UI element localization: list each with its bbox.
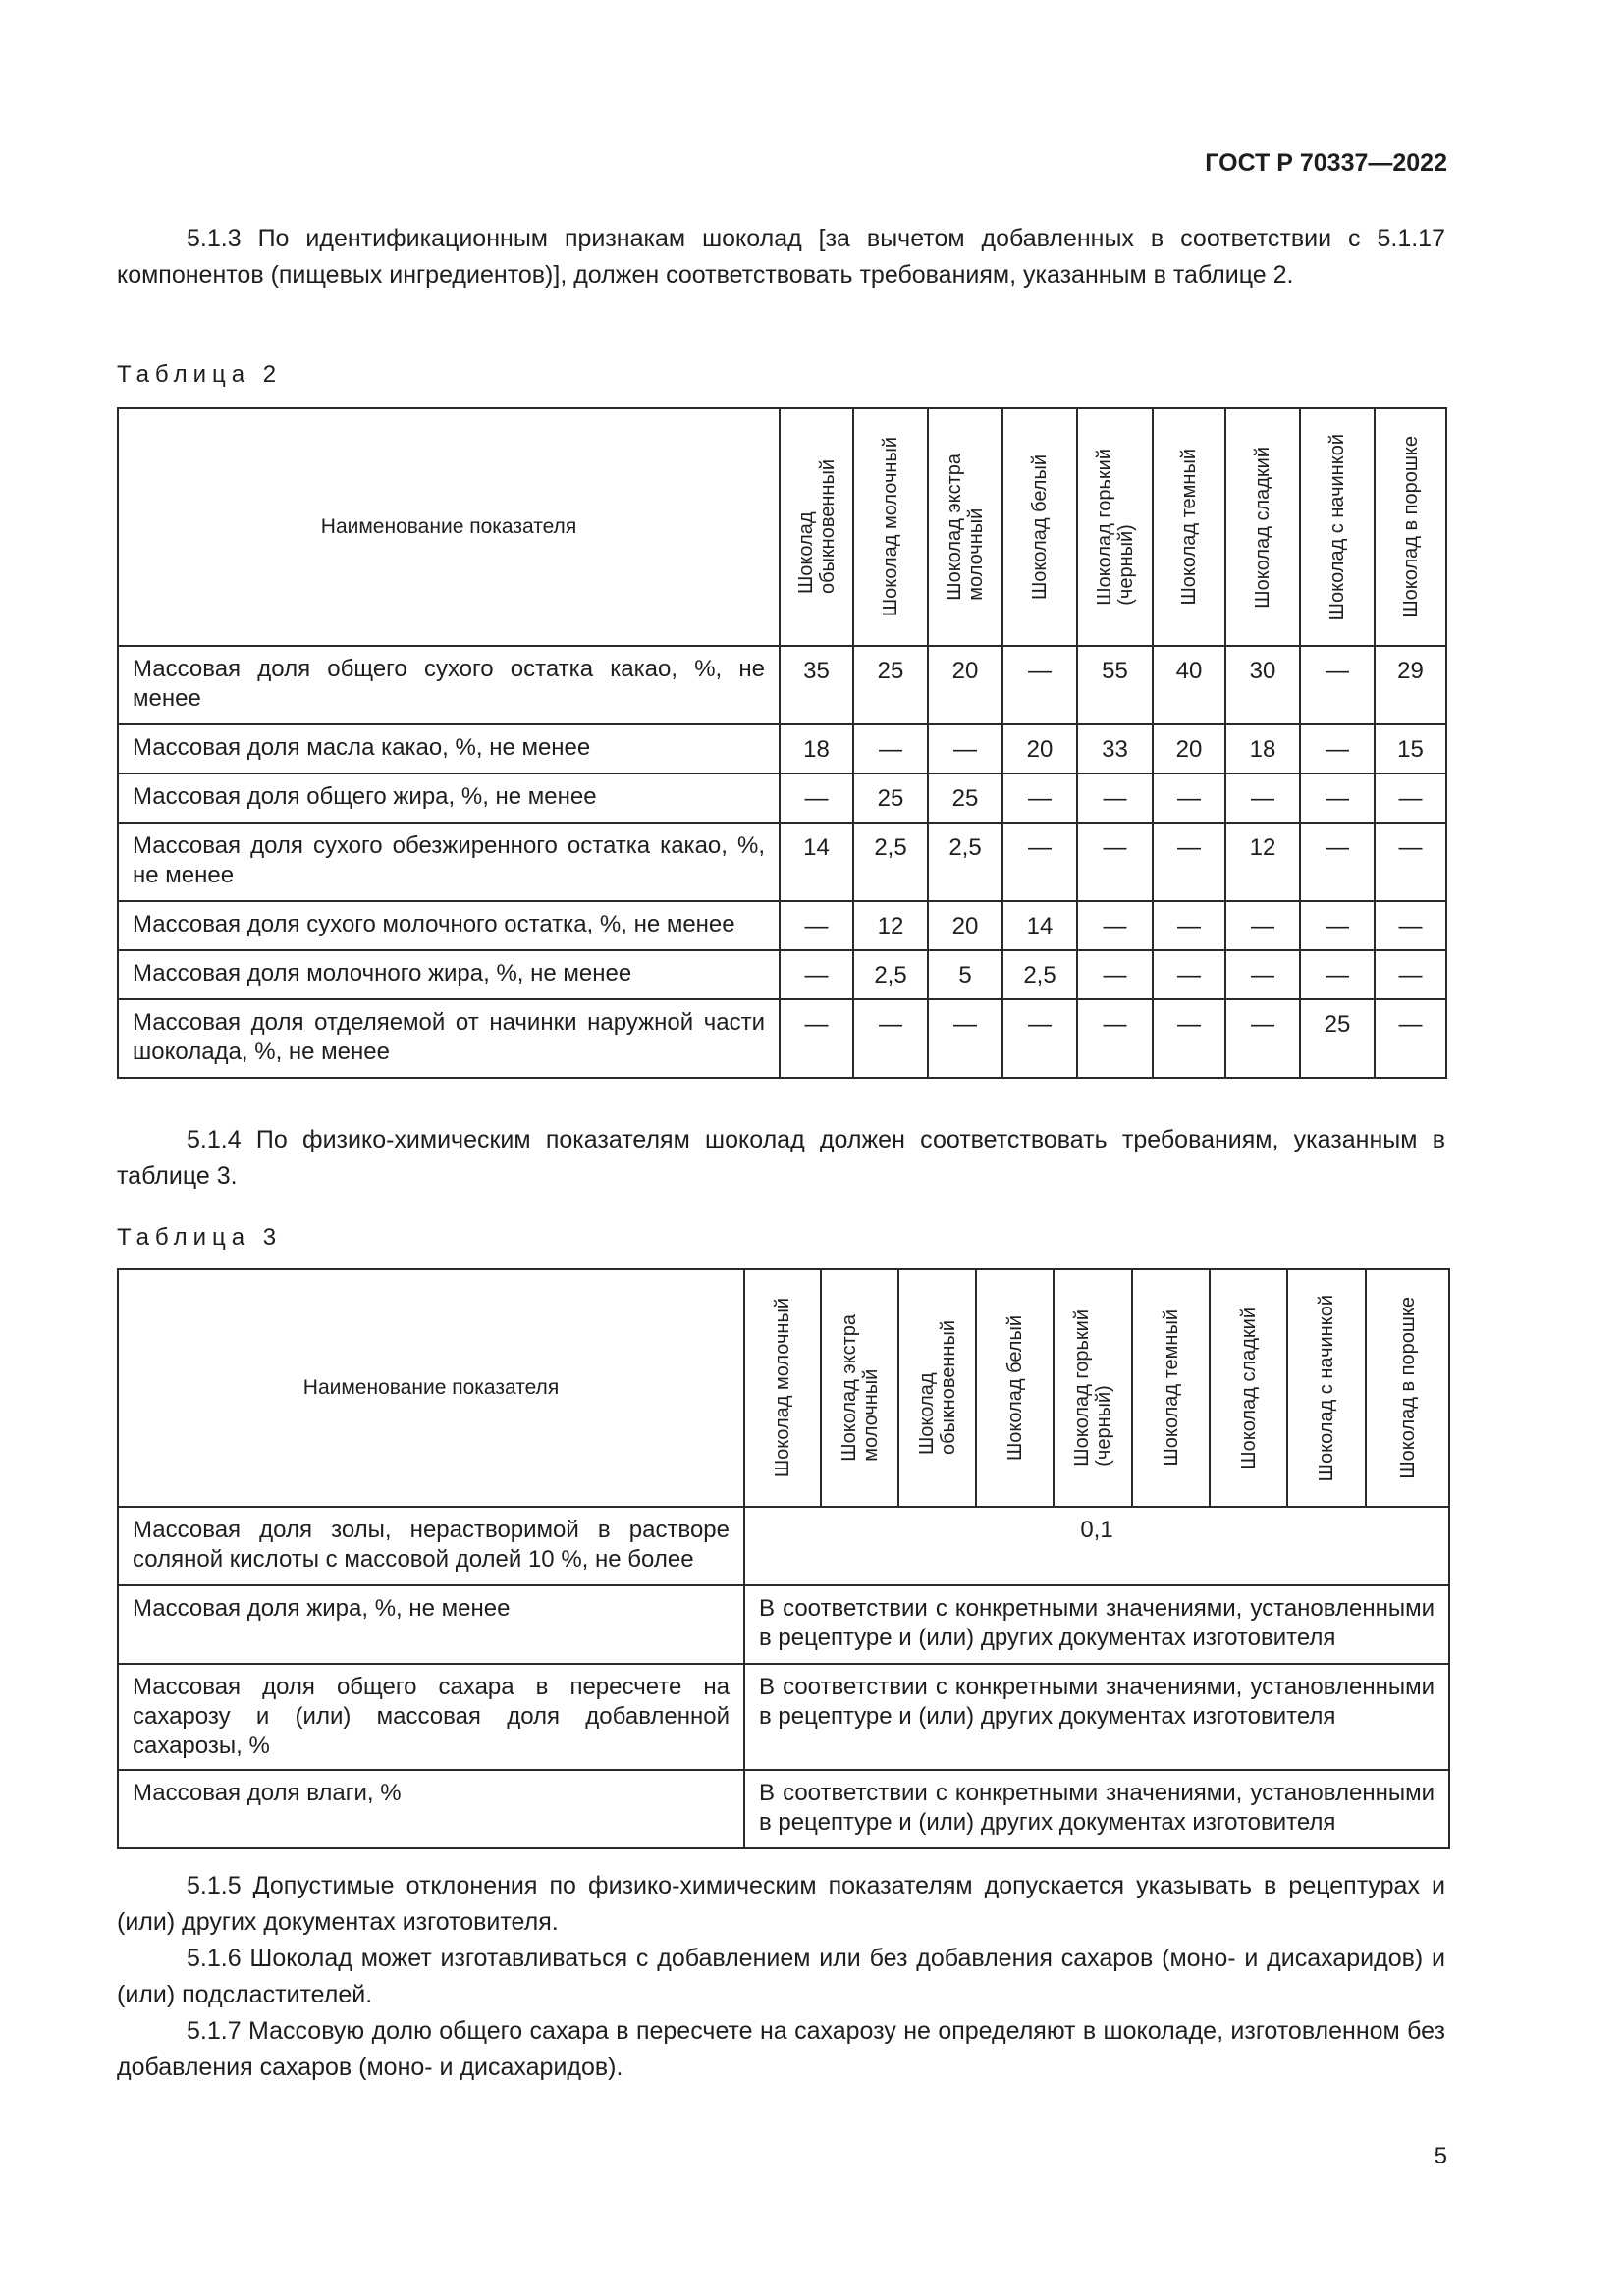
cell-value: — [1153, 901, 1225, 950]
table-2-col-header: Шоколад белый [1002, 408, 1077, 646]
cell-value: 18 [780, 724, 853, 774]
cell-value: — [1077, 901, 1153, 950]
cell-value: — [1153, 774, 1225, 823]
cell-value: В соответствии с конкретными значениями, установленными в рецептуре и (или) других документах изготовителя [744, 1585, 1449, 1664]
cell-value: — [1300, 823, 1375, 901]
cell-value: 35 [780, 646, 853, 724]
table-row [118, 823, 1446, 901]
table-2-header-row [118, 408, 1446, 646]
cell-value: — [1153, 999, 1225, 1078]
row-name: Массовая доля влаги, % [118, 1770, 744, 1848]
cell-value: — [1077, 774, 1153, 823]
row-name: Массовая доля сухого обезжиренного остатка какао, %, не менее [118, 823, 780, 901]
row-name: Массовая доля масла какао, %, не менее [118, 724, 780, 774]
cell-value: — [1375, 950, 1446, 999]
table-3-col-header: Шоколад горький (черный) [1054, 1269, 1132, 1507]
cell-value: — [1375, 774, 1446, 823]
table-3-col-header: Шоколад обыкновенный [898, 1269, 976, 1507]
table-3-col-header: Шоколад белый [976, 1269, 1054, 1507]
paragraph-5-1-4: 5.1.4 По физико-химическим показателям шоколад должен соответствовать требованиям, указанным в таблице 3. [117, 1126, 1445, 1190]
cell-value: — [1300, 646, 1375, 724]
cell-value: 18 [1225, 724, 1300, 774]
cell-value: 20 [928, 646, 1002, 724]
cell-value: — [780, 774, 853, 823]
table-2-col-header: Шоколад в порошке [1375, 408, 1446, 646]
document-code: ГОСТ Р 70337—2022 [1205, 149, 1447, 177]
cell-value: 25 [853, 646, 928, 724]
table-row [118, 1507, 1449, 1585]
row-name: Массовая доля общего жира, %, не менее [118, 774, 780, 823]
cell-value: — [1300, 774, 1375, 823]
cell-value: 25 [928, 774, 1002, 823]
cell-value: 40 [1153, 646, 1225, 724]
cell-value: 14 [780, 823, 853, 901]
cell-value: 29 [1375, 646, 1446, 724]
table-3-col-header: Шоколад сладкий [1210, 1269, 1287, 1507]
cell-value: — [1002, 774, 1077, 823]
table-row [118, 950, 1446, 999]
cell-value: — [780, 999, 853, 1078]
cell-value: — [1375, 999, 1446, 1078]
cell-value: — [780, 950, 853, 999]
cell-value: 25 [1300, 999, 1375, 1078]
cell-value: 2,5 [853, 823, 928, 901]
cell-value: — [1225, 774, 1300, 823]
cell-value: — [1225, 901, 1300, 950]
cell-value: 20 [1153, 724, 1225, 774]
cell-value: — [1002, 999, 1077, 1078]
row-name: Массовая доля общего сахара в пересчете на сахарозу и (или) массовая доля добавленной сахарозы, % [118, 1664, 744, 1770]
cell-value: — [1002, 646, 1077, 724]
cell-value: — [1375, 823, 1446, 901]
cell-value: — [1153, 950, 1225, 999]
table-3-col-header: Шоколад темный [1132, 1269, 1210, 1507]
table-2-col-header: Шоколад экстра молочный [928, 408, 1002, 646]
cell-value: — [853, 724, 928, 774]
table-3-header-row [118, 1269, 1449, 1507]
cell-value: — [1300, 950, 1375, 999]
table-3-caption: Таблица 3 [117, 1224, 283, 1251]
cell-value: — [1077, 950, 1153, 999]
cell-value: — [1153, 823, 1225, 901]
cell-value: 14 [1002, 901, 1077, 950]
cell-value: 2,5 [853, 950, 928, 999]
cell-value: — [1077, 823, 1153, 901]
cell-value: 20 [1002, 724, 1077, 774]
cell-value: — [1077, 999, 1153, 1078]
paragraph-5-1-6: 5.1.6 Шоколад может изготавливаться с добавлением или без добавления сахаров (моно- и дисахаридов) и (или) подсластителей. [117, 1945, 1445, 2008]
table-2-col-header: Шоколад горький (черный) [1077, 408, 1153, 646]
cell-value: — [1225, 999, 1300, 1078]
table-row [118, 774, 1446, 823]
cell-value: — [1375, 901, 1446, 950]
table-row [118, 999, 1446, 1078]
table-row [118, 1770, 1449, 1848]
table-3-col-header: Шоколад в порошке [1366, 1269, 1449, 1507]
row-name: Массовая доля отделяемой от начинки наружной части шоколада, %, не менее [118, 999, 780, 1078]
cell-value: — [928, 724, 1002, 774]
cell-value: В соответствии с конкретными значениями, установленными в рецептуре и (или) других документах изготовителя [744, 1770, 1449, 1848]
cell-value: — [1002, 823, 1077, 901]
cell-value: 12 [1225, 823, 1300, 901]
table-2-col-header: Шоколад молочный [853, 408, 928, 646]
table-3-name-header: Наименование показателя [118, 1269, 744, 1507]
cell-value: 0,1 [744, 1507, 1449, 1585]
cell-value: 15 [1375, 724, 1446, 774]
table-2 [117, 407, 1447, 1079]
cell-value: — [1300, 724, 1375, 774]
paragraph-5-1-5: 5.1.5 Допустимые отклонения по физико-химическим показателям допускается указывать в рецептурах и (или) других документах изготовителя. [117, 1872, 1445, 1936]
row-name: Массовая доля молочного жира, %, не менее [118, 950, 780, 999]
table-row [118, 1585, 1449, 1664]
paragraph-5-1-3: 5.1.3 По идентификационным признакам шоколад [за вычетом добавленных в соответствии с 5.1.17 компонентов (пищевых ингредиентов)], должен соответствовать требованиям, указанным в таблице 2. [117, 225, 1445, 289]
table-3 [117, 1268, 1450, 1849]
table-2-name-header: Наименование показателя [118, 408, 780, 646]
table-3-col-header: Шоколад с начинкой [1287, 1269, 1366, 1507]
cell-value: — [1225, 950, 1300, 999]
cell-value: 2,5 [1002, 950, 1077, 999]
cell-value: 20 [928, 901, 1002, 950]
row-name: Массовая доля сухого молочного остатка, %, не менее [118, 901, 780, 950]
cell-value: — [928, 999, 1002, 1078]
cell-value: 25 [853, 774, 928, 823]
cell-value: — [1300, 901, 1375, 950]
cell-value: — [853, 999, 928, 1078]
row-name: Массовая доля жира, %, не менее [118, 1585, 744, 1664]
table-2-col-header: Шоколад сладкий [1225, 408, 1300, 646]
cell-value: В соответствии с конкретными значениями, установленными в рецептуре и (или) других документах изготовителя [744, 1664, 1449, 1770]
cell-value: — [780, 901, 853, 950]
table-row [118, 724, 1446, 774]
table-row [118, 646, 1446, 724]
table-3-col-header: Шоколад экстра молочный [821, 1269, 898, 1507]
cell-value: 33 [1077, 724, 1153, 774]
table-row [118, 901, 1446, 950]
paragraph-5-1-7: 5.1.7 Массовую долю общего сахара в пересчете на сахарозу не определяют в шоколаде, изготовленном без добавления сахаров (моно- и дисахаридов). [117, 2017, 1445, 2081]
table-2-col-header: Шоколад обыкновенный [780, 408, 853, 646]
table-2-col-header: Шоколад с начинкой [1300, 408, 1375, 646]
cell-value: 2,5 [928, 823, 1002, 901]
table-row [118, 1664, 1449, 1770]
cell-value: 55 [1077, 646, 1153, 724]
row-name: Массовая доля общего сухого остатка какао, %, не менее [118, 646, 780, 724]
row-name: Массовая доля золы, нерастворимой в растворе соляной кислоты с массовой долей 10 %, не более [118, 1507, 744, 1585]
table-2-col-header: Шоколад темный [1153, 408, 1225, 646]
page-number: 5 [1434, 2143, 1447, 2169]
table-2-caption: Таблица 2 [117, 361, 283, 388]
table-3-col-header: Шоколад молочный [744, 1269, 821, 1507]
cell-value: 5 [928, 950, 1002, 999]
cell-value: 12 [853, 901, 928, 950]
cell-value: 30 [1225, 646, 1300, 724]
